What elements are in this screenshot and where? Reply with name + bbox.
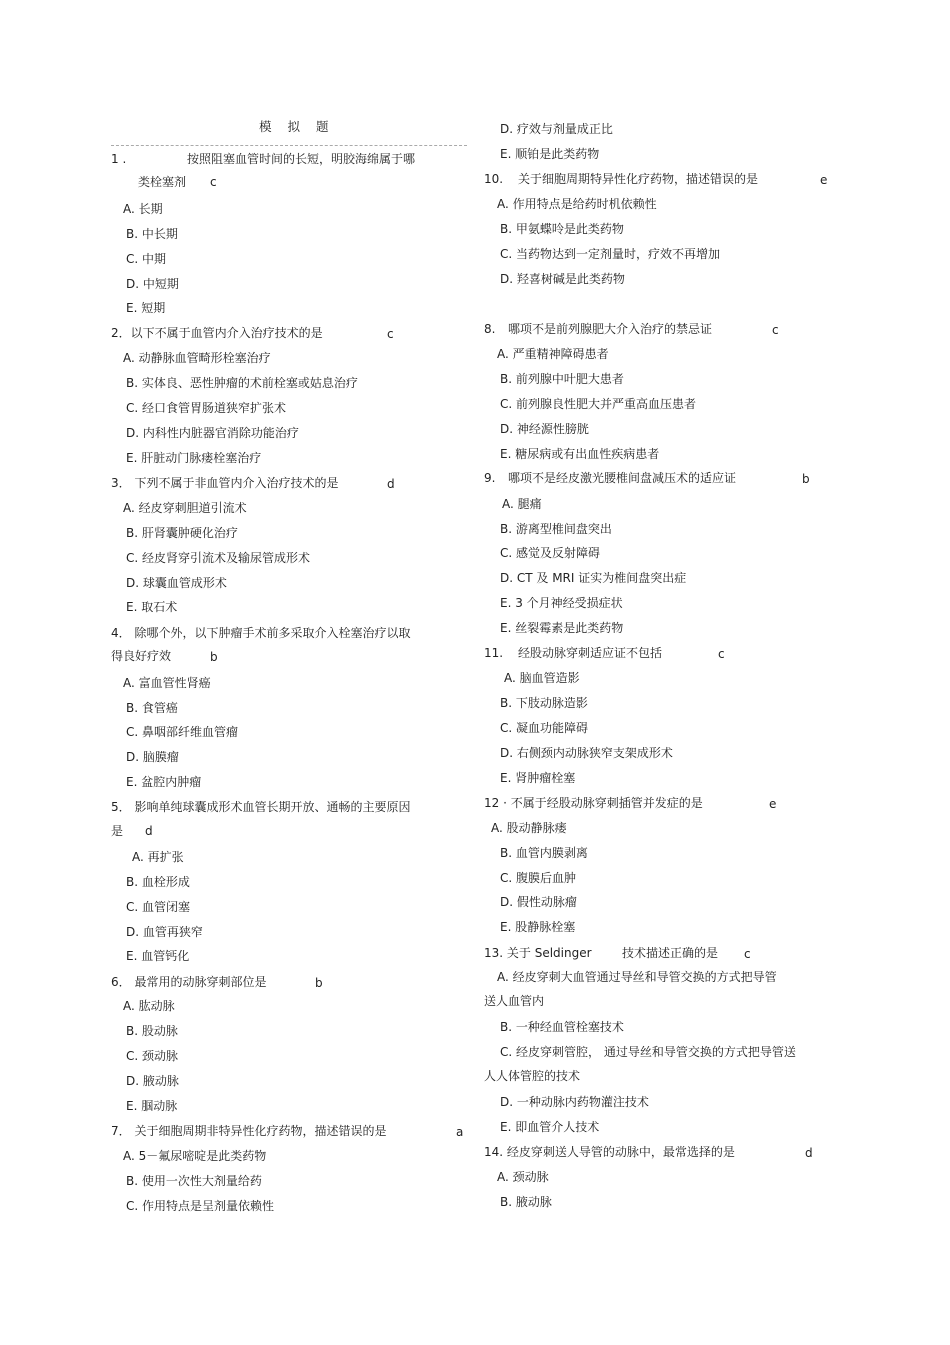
q3-option-c: C. 经皮肾穿引流术及输尿管成形术	[126, 551, 311, 565]
q7-answer: a	[456, 1125, 464, 1139]
title-divider	[111, 145, 467, 146]
q5-answer: d	[145, 824, 153, 838]
q7-option-d: D. 疗效与剂量成正比	[500, 122, 613, 136]
q6-option-a: A. 肱动脉	[123, 999, 175, 1013]
q4-option-c: C. 鼻咽部纤维血管瘤	[126, 725, 239, 739]
q8-stem: 哪项不是前列腺肥大介入治疗的禁忌证	[508, 322, 713, 336]
q1-stem: 按照阻塞血管时间的长短，明胶海绵属于哪	[187, 152, 416, 166]
q2-answer: c	[387, 327, 394, 341]
q3-option-d: D. 球囊血管成形术	[126, 576, 227, 590]
q14-answer: d	[805, 1146, 813, 1160]
q12-option-d: D. 假性动脉瘤	[500, 895, 577, 909]
q4-stem-cont: 得良好疗效	[111, 649, 172, 663]
q10-option-a: A. 作用特点是给药时机依赖性	[497, 197, 657, 211]
q8-option-b: B. 前列腺中叶肥大患者	[500, 372, 624, 386]
q13-answer: c	[744, 947, 751, 961]
q7-stem: 7． 关于细胞周期非特异性化疗药物，描述错误的是	[111, 1124, 387, 1138]
q8-number: 8.	[484, 322, 496, 336]
q10-stem: 关于细胞周期特异性化疗药物，描述错误的是	[518, 172, 759, 186]
q12-answer: e	[769, 797, 777, 811]
q11-option-b: B. 下肢动脉造影	[500, 696, 588, 710]
q6-option-d: D. 腋动脉	[126, 1074, 179, 1088]
q2-option-d: D. 内科性内脏器官消除功能治疗	[126, 426, 299, 440]
q9-option-c: C. 感觉及反射障碍	[500, 546, 601, 560]
q12-stem: 12 · 不属于经股动脉穿刺插管并发症的是	[484, 796, 703, 810]
q9-option-a: A. 腿痛	[502, 497, 542, 511]
q7-option-e: E. 顺铂是此类药物	[500, 147, 600, 161]
q13-option-c-cont: 人人体管腔的技术	[484, 1069, 581, 1083]
q11-option-a: A. 脑血管造影	[504, 671, 580, 685]
q1-option-d: D. 中短期	[126, 277, 179, 291]
q4-option-d: D. 脑膜瘤	[126, 750, 179, 764]
q1-number: 1 .	[111, 152, 127, 166]
q13-option-c: C. 经皮穿刺管腔， 通过导丝和导管交换的方式把导管送	[500, 1045, 796, 1059]
q12-option-b: B. 血管内膜剥离	[500, 846, 588, 860]
q8-option-c: C. 前列腺良性肥大并严重高血压患者	[500, 397, 697, 411]
q1-option-a: A. 长期	[123, 202, 163, 216]
q13-number: 13. 关于 Seldinger	[484, 946, 592, 960]
q13-option-e: E. 即血管介人技术	[500, 1120, 600, 1134]
page-title: 模 拟 题	[259, 119, 335, 134]
q6-option-b: B. 股动脉	[126, 1024, 178, 1038]
q1-option-c: C. 中期	[126, 252, 167, 266]
q4-option-e: E. 盆腔内肿瘤	[126, 775, 202, 789]
q12-option-a: A. 股动静脉瘘	[491, 821, 567, 835]
q13-option-a-cont: 送人血管内	[484, 994, 545, 1008]
q11-option-d: D. 右侧颈内动脉狭窄支架成形术	[500, 746, 673, 760]
q3-answer: d	[387, 477, 395, 491]
q13-option-a: A. 经皮穿刺大血管通过导丝和导管交换的方式把导管	[497, 970, 777, 984]
q5-option-e: E. 血管钙化	[126, 949, 190, 963]
q9-option-d: D. CT 及 MRI 证实为椎间盘突出症	[500, 571, 687, 585]
q5-stem: 5． 影响单纯球囊成形术血管长期开放、通畅的主要原因	[111, 800, 411, 814]
q10-option-c: C. 当药物达到一定剂量时，疗效不再增加	[500, 247, 721, 261]
q11-answer: c	[718, 647, 725, 661]
q14-option-b: B. 腋动脉	[500, 1195, 552, 1209]
q2-stem: 2．以下不属于血管内介入治疗技术的是	[111, 326, 323, 340]
q5-stem-cont: 是	[111, 824, 124, 838]
q13-option-d: D. 一种动脉内药物灌注技术	[500, 1095, 649, 1109]
q5-option-d: D. 血管再狭窄	[126, 925, 203, 939]
q10-option-d: D. 羟喜树碱是此类药物	[500, 272, 625, 286]
q8-option-d: D. 神经源性膀胱	[500, 422, 589, 436]
q10-answer: e	[820, 173, 828, 187]
q6-stem: 6． 最常用的动脉穿刺部位是	[111, 975, 267, 989]
q3-option-a: A. 经皮穿刺胆道引流术	[123, 501, 247, 515]
q6-option-c: C. 颈动脉	[126, 1049, 179, 1063]
q11-option-e: E. 肾肿瘤栓塞	[500, 771, 576, 785]
q3-stem: 3． 下列不属于非血管内介入治疗技术的是	[111, 476, 339, 490]
q2-option-e: E. 肝脏动门脉瘘栓塞治疗	[126, 451, 262, 465]
q9-stem: 哪项不是经皮激光腰椎间盘减压术的适应证	[508, 471, 737, 485]
q2-option-a: A. 动静脉血管畸形栓塞治疗	[123, 351, 271, 365]
q13-stem: 技术描述正确的是	[622, 946, 719, 960]
q9-option-b: B. 游离型椎间盘突出	[500, 522, 612, 536]
q1-option-e: E. 短期	[126, 301, 166, 315]
q3-option-b: B. 肝肾囊肿硬化治疗	[126, 526, 238, 540]
q7-option-a: A. 5－氟尿嘧啶是此类药物	[123, 1149, 267, 1163]
q1-stem-cont: 类栓塞剂	[138, 175, 187, 189]
q5-option-b: B. 血栓形成	[126, 875, 190, 889]
q9-number: 9.	[484, 471, 496, 485]
q9-option-e-extra: E. 丝裂霉素是此类药物	[500, 621, 624, 635]
q4-option-a: A. 富血管性肾癌	[123, 676, 211, 690]
q9-option-e: E. 3 个月神经受损症状	[500, 596, 623, 610]
q8-option-a: A. 严重精神障碍患者	[497, 347, 609, 361]
q4-stem: 4． 除哪个外，以下肿瘤手术前多采取介入栓塞治疗以取	[111, 626, 411, 640]
q12-option-e: E. 股静脉栓塞	[500, 920, 576, 934]
q10-number: 10.	[484, 172, 504, 186]
q11-number: 11.	[484, 646, 504, 660]
q13-option-b: B. 一种经血管栓塞技术	[500, 1020, 624, 1034]
q1-answer: c	[210, 175, 217, 189]
q2-option-b: B. 实体良、恶性肿瘤的术前栓塞或姑息治疗	[126, 376, 358, 390]
q5-option-a: A. 再扩张	[132, 850, 184, 864]
q1-option-b: B. 中长期	[126, 227, 178, 241]
q8-option-e: E. 糖尿病或有出血性疾病患者	[500, 447, 660, 461]
q3-option-e: E. 取石术	[126, 600, 178, 614]
q5-option-c: C. 血管闭塞	[126, 900, 191, 914]
q7-option-b: B. 使用一次性大剂量给药	[126, 1174, 262, 1188]
q14-option-a: A. 颈动脉	[497, 1170, 549, 1184]
q9-answer: b	[802, 472, 810, 486]
q11-stem: 经股动脉穿刺适应证不包括	[518, 646, 663, 660]
q7-option-c: C. 作用特点是呈剂量依赖性	[126, 1199, 275, 1213]
q6-option-e: E. 腘动脉	[126, 1099, 178, 1113]
q4-answer: b	[210, 650, 218, 664]
q11-option-c: C. 凝血功能障碍	[500, 721, 589, 735]
q14-stem: 14. 经皮穿刺送人导管的动脉中，最常选择的是	[484, 1145, 735, 1159]
q6-answer: b	[315, 976, 323, 990]
q8-answer: c	[772, 323, 779, 337]
q10-option-b: B. 甲氨蝶呤是此类药物	[500, 222, 624, 236]
q2-option-c: C. 经口食管胃肠道狭窄扩张术	[126, 401, 287, 415]
q12-option-c: C. 腹膜后血肿	[500, 871, 577, 885]
q4-option-b: B. 食管癌	[126, 701, 178, 715]
